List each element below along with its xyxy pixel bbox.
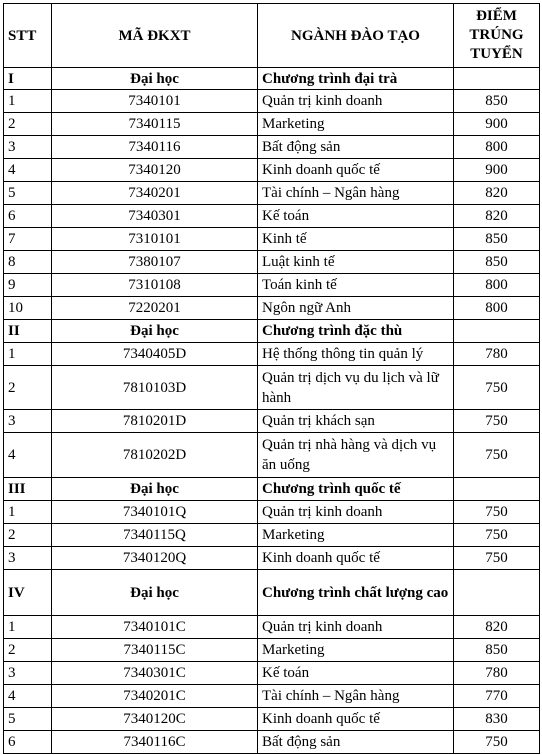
table-row [4,343,540,366]
cell-score: 770 [454,685,540,708]
cell-code: 7340120Q [52,547,258,570]
header-score-line3: TUYỂN [470,46,523,62]
cell-score: 780 [454,662,540,685]
cell-stt: 2 [4,524,52,547]
cell-stt: 2 [4,113,52,136]
cell-major: Marketing [258,639,454,662]
cell-major: Kế toán [258,205,454,228]
cell-code: 7810202D [52,433,258,478]
cell-stt: 2 [4,366,52,410]
cell-score: 800 [454,136,540,159]
section-row [4,570,540,616]
cell-stt: 3 [4,547,52,570]
cell-stt: 3 [4,136,52,159]
cell-stt: 9 [4,274,52,297]
cell-stt: 4 [4,685,52,708]
cell-stt: IV [4,570,52,616]
cell-major: Kinh tế [258,228,454,251]
cell-score: 750 [454,366,540,410]
cell-stt: 6 [4,731,52,754]
cell-score: 900 [454,113,540,136]
table-row [4,616,540,639]
table-row [4,524,540,547]
table-row [4,136,540,159]
cell-code: 7380107 [52,251,258,274]
cell-stt: 3 [4,662,52,685]
cell-score [454,478,540,501]
cell-major: Tài chính – Ngân hàng [258,685,454,708]
cell-major: Ngôn ngữ Anh [258,297,454,320]
table-row [4,228,540,251]
cell-major: Quản trị khách sạn [258,410,454,433]
cell-score: 750 [454,547,540,570]
cell-code: 7340405D [52,343,258,366]
cell-stt: 2 [4,639,52,662]
table-row [4,410,540,433]
cell-stt: 7 [4,228,52,251]
cell-code: 7340301C [52,662,258,685]
cell-major: Quản trị dịch vụ du lịch và lữ hành [258,366,454,410]
cell-stt: 3 [4,410,52,433]
cell-score: 750 [454,501,540,524]
cell-stt: III [4,478,52,501]
cell-major: Kinh doanh quốc tế [258,159,454,182]
cell-stt: 1 [4,90,52,113]
section-row [4,320,540,343]
cell-code: 7340201 [52,182,258,205]
cell-stt: 5 [4,182,52,205]
cell-major: Marketing [258,524,454,547]
table-row [4,251,540,274]
header-code: MÃ ĐKXT [52,4,258,68]
cell-code: 7340115C [52,639,258,662]
cell-major: Chương trình chất lượng cao [258,570,454,616]
cell-stt: I [4,68,52,90]
cell-major: Tài chính – Ngân hàng [258,182,454,205]
cell-code: 7340301 [52,205,258,228]
cell-code: 7340101C [52,616,258,639]
header-score [454,4,540,68]
cell-code: Đại học [52,570,258,616]
table-row [4,113,540,136]
cell-major: Luật kinh tế [258,251,454,274]
cell-code: 7340201C [52,685,258,708]
table-row [4,366,540,410]
table-row [4,205,540,228]
cell-major: Quản trị nhà hàng và dịch vụ ăn uống [258,433,454,478]
cell-code: 7340101Q [52,501,258,524]
table-row [4,685,540,708]
cell-score: 850 [454,90,540,113]
header-stt: STT [4,4,52,68]
cell-score: 750 [454,433,540,478]
cell-score: 750 [454,731,540,754]
cell-code: 7220201 [52,297,258,320]
cell-code: Đại học [52,68,258,90]
cell-stt: 4 [4,159,52,182]
cell-stt: 4 [4,433,52,478]
cell-stt: 5 [4,708,52,731]
table-row [4,90,540,113]
cell-score [454,320,540,343]
cell-stt: 8 [4,251,52,274]
cell-code: 7340120 [52,159,258,182]
cell-score: 800 [454,274,540,297]
section-row [4,68,540,90]
cell-stt: 6 [4,205,52,228]
cell-code: Đại học [52,320,258,343]
table-row [4,501,540,524]
cell-code: 7340101 [52,90,258,113]
cell-code: Đại học [52,478,258,501]
table-row [4,639,540,662]
header-score-line1: ĐIỂM [476,8,517,24]
header-major: NGÀNH ĐÀO TẠO [258,4,454,68]
cell-stt: II [4,320,52,343]
cell-score: 750 [454,524,540,547]
cell-stt: 10 [4,297,52,320]
cell-major: Chương trình đại trà [258,68,454,90]
cell-score [454,570,540,616]
cell-score: 820 [454,205,540,228]
cell-major: Kinh doanh quốc tế [258,708,454,731]
cell-code: 7340120C [52,708,258,731]
cell-major: Quản trị kinh doanh [258,616,454,639]
table-row [4,547,540,570]
header-score-line2: TRÚNG [469,27,524,43]
section-row [4,478,540,501]
cell-code: 7340116 [52,136,258,159]
admission-score-table [3,3,540,754]
cell-code: 7310108 [52,274,258,297]
cell-major: Bất động sản [258,136,454,159]
table-row [4,662,540,685]
cell-major: Quản trị kinh doanh [258,90,454,113]
table-row [4,182,540,205]
cell-major: Quản trị kinh doanh [258,501,454,524]
cell-code: 7310101 [52,228,258,251]
cell-score: 830 [454,708,540,731]
table-row [4,708,540,731]
cell-score: 820 [454,182,540,205]
table-row [4,433,540,478]
cell-score [454,68,540,90]
cell-major: Kinh doanh quốc tế [258,547,454,570]
cell-score: 750 [454,410,540,433]
cell-stt: 1 [4,616,52,639]
cell-major: Hệ thống thông tin quản lý [258,343,454,366]
cell-code: 7340116C [52,731,258,754]
cell-major: Chương trình quốc tế [258,478,454,501]
cell-major: Toán kinh tế [258,274,454,297]
header-row [4,4,540,68]
cell-score: 850 [454,639,540,662]
table-row [4,731,540,754]
cell-score: 780 [454,343,540,366]
cell-major: Kế toán [258,662,454,685]
cell-stt: 1 [4,501,52,524]
cell-code: 7810103D [52,366,258,410]
cell-major: Marketing [258,113,454,136]
cell-code: 7340115Q [52,524,258,547]
table-row [4,297,540,320]
cell-score: 820 [454,616,540,639]
cell-major: Chương trình đặc thù [258,320,454,343]
cell-score: 900 [454,159,540,182]
table-row [4,159,540,182]
cell-stt: 1 [4,343,52,366]
table-body [4,68,540,754]
cell-code: 7340115 [52,113,258,136]
cell-score: 800 [454,297,540,320]
cell-score: 850 [454,251,540,274]
cell-code: 7810201D [52,410,258,433]
cell-score: 850 [454,228,540,251]
table-row [4,274,540,297]
cell-major: Bất động sản [258,731,454,754]
